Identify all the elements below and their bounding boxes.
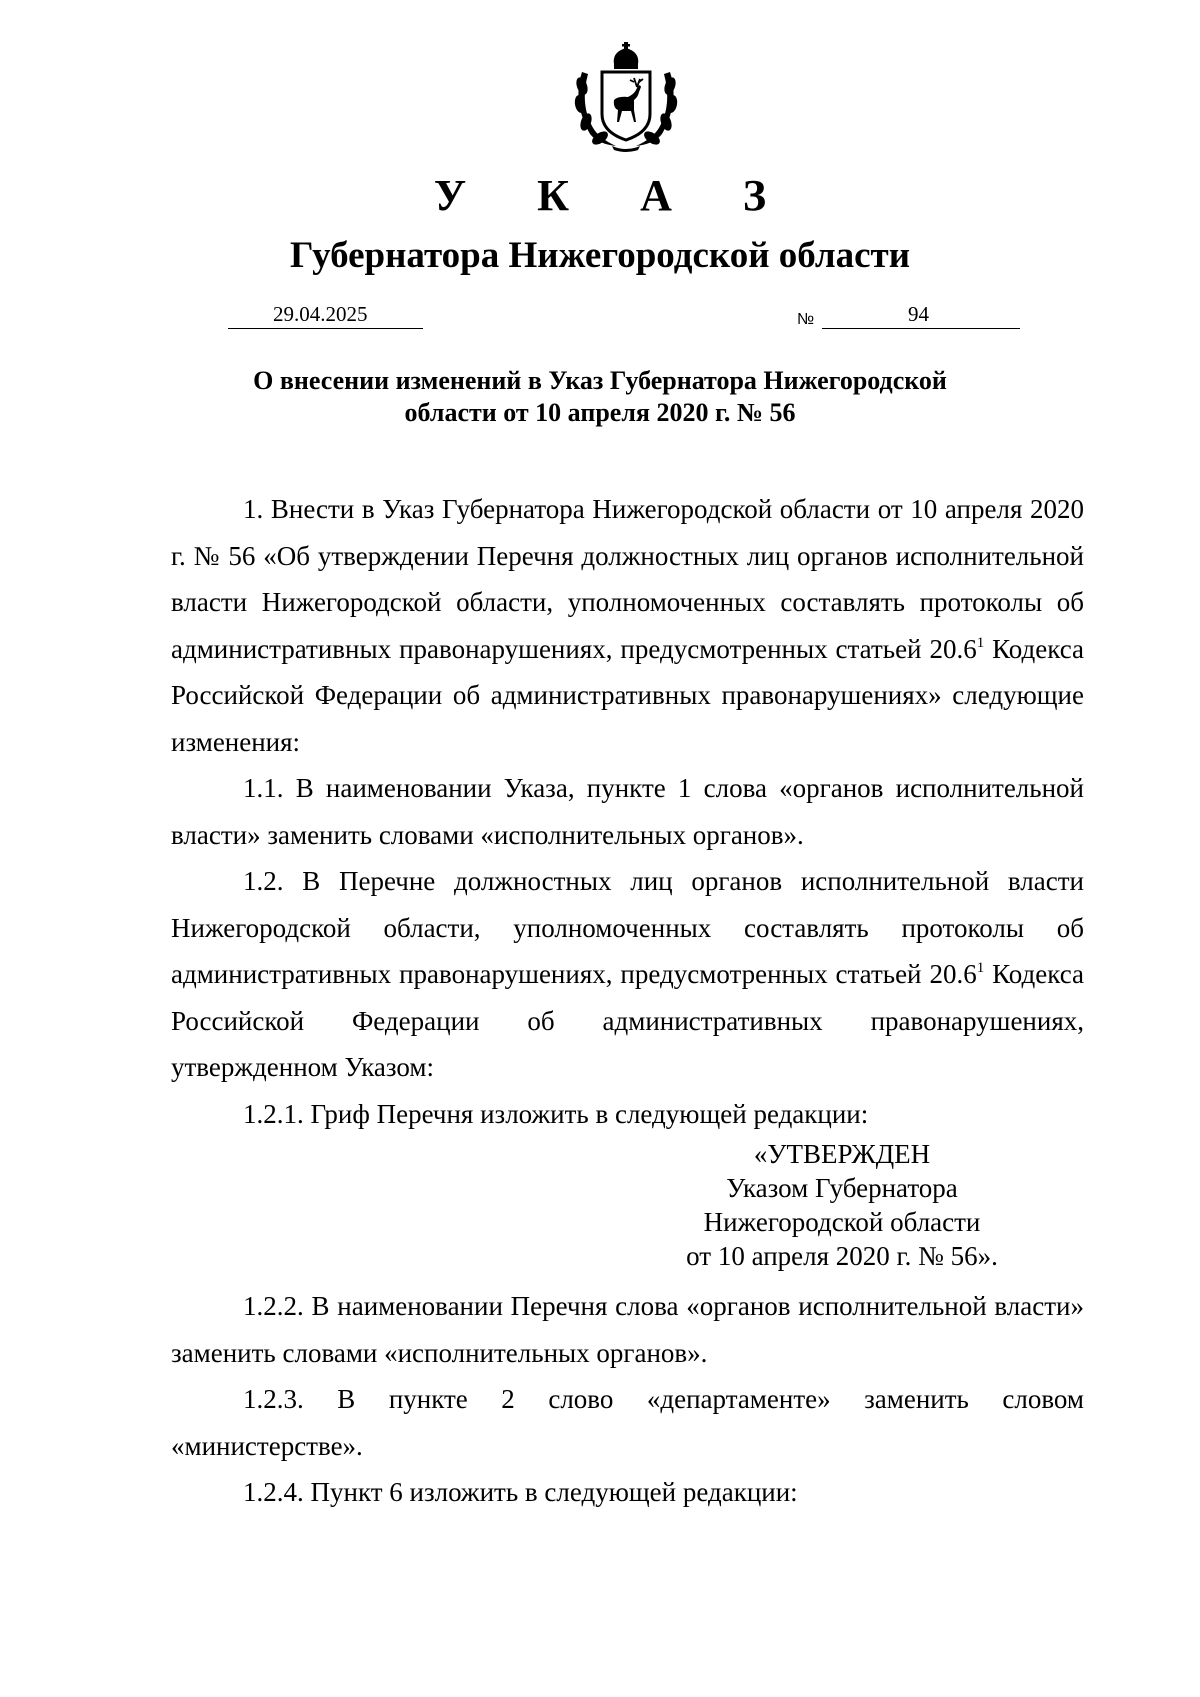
paragraph-1-2-1: 1.2.1. Гриф Перечня изложить в следующей редакции: (243, 1098, 869, 1129)
coat-of-arms-emblem (568, 42, 684, 154)
paragraph-1-1: 1.1. В наименовании Указа, пункте 1 слова «органов исполнительной власти» заменить словами «исполнительных органов». (171, 773, 1084, 850)
paragraph-1-2: 1.2. В Перечне должностных лиц органов исполнительной власти Нижегородской области, уполномоченных составлять протоколы об административных правонарушениях, предусмотренных статьей 20.6$^1$ Кодекса Российской Федерации об административных правонарушениях, утвержденном Указом: (171, 866, 1084, 1082)
stamp-line-3: Нижегородской области (703, 1207, 981, 1237)
document-subject (200, 365, 1000, 429)
paragraph-1-2-2: 1.2.2. В наименовании Перечня слова «органов исполнительной власти» заменить словами «исполнительных органов». (171, 1291, 1084, 1368)
paragraph-1-2-4: 1.2.4. Пункт 6 изложить в следующей редакции: (243, 1477, 798, 1507)
subject-line-1: О внесении изменений в Указ Губернатора Нижегородской (253, 366, 947, 395)
number-sign: № (797, 311, 815, 328)
superscript: 1 (976, 960, 985, 976)
superscript: 1 (976, 634, 985, 651)
document-number-field (822, 300, 1020, 329)
stamp-line-1: «УТВЕРЖДЕН (753, 1139, 931, 1169)
approval-stamp (171, 1137, 1017, 1283)
document-body (171, 486, 1084, 1516)
document-number: 94 (908, 302, 929, 326)
paragraph-1: 1. Внести в Указ Губернатора Нижегородской области от 10 апреля 2020 г. № 56 «Об утверждении Перечня должностных лиц органов исполнительной власти Нижегородской области, уполномоченных составлять протоколы об административных правонарушениях, предусмотренных статьей 20.6$^1$ Кодекса Российской Федерации об административных правонарушениях» следующие изменения: (171, 494, 1084, 757)
document-title: У К А З (433, 171, 797, 220)
crown-icon (614, 42, 639, 69)
document-date-field (228, 300, 423, 329)
document-date: 29.04.2025 (273, 302, 368, 326)
paragraph-1-2-3: 1.2.3. В пункте 2 слово «департаменте» заменить словом «министерстве». (171, 1384, 1084, 1461)
stamp-line-4: от 10 апреля 2020 г. № 56». (686, 1241, 998, 1271)
document-issuer: Губернатора Нижегородской области (289, 235, 911, 276)
stamp-line-2: Указом Губернатора (726, 1173, 958, 1203)
subject-line-2: области от 10 апреля 2020 г. № 56 (404, 398, 796, 427)
